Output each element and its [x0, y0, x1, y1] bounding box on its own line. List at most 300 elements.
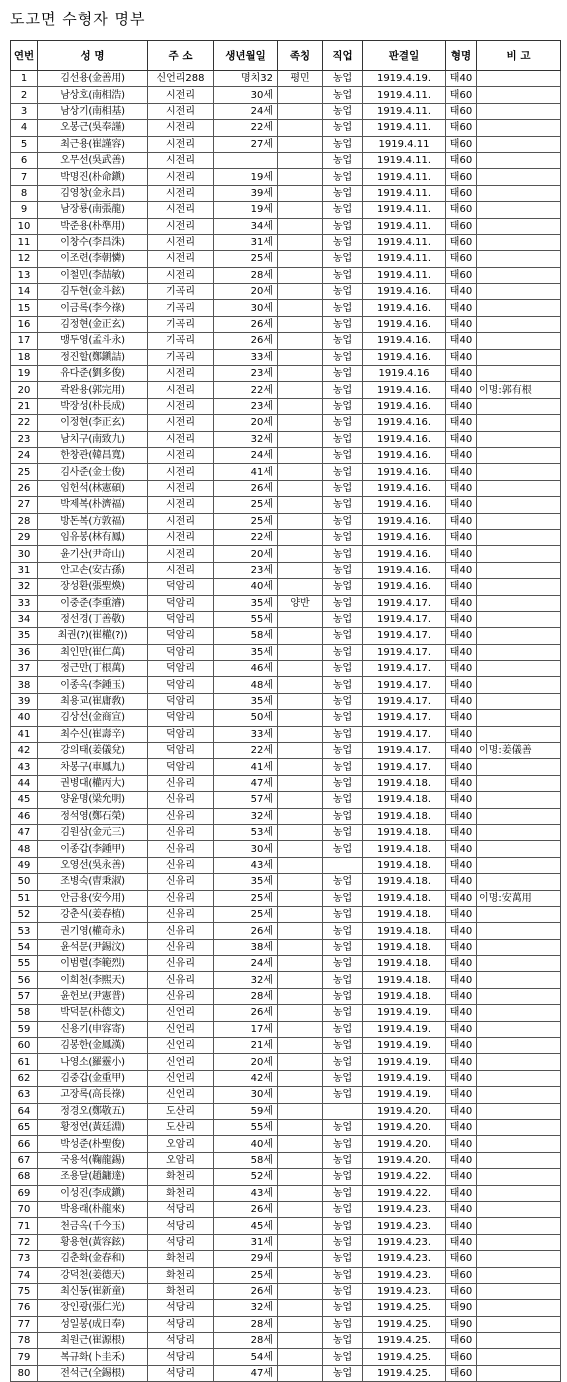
- cell-remarks: [477, 1267, 561, 1283]
- cell-occupation: 농업: [323, 251, 363, 267]
- table-row: [11, 759, 561, 775]
- cell-address: 기곡리: [148, 284, 214, 300]
- cell-remarks: [477, 1333, 561, 1349]
- cell-sentence-date: 1919.4.16.: [363, 333, 446, 349]
- cell-remarks: [477, 644, 561, 660]
- cell-address: 시전리: [148, 234, 214, 250]
- cell-sentence-date: 1919.4.11.: [363, 87, 446, 103]
- cell-address: 신유리: [148, 956, 214, 972]
- cell-sentence: 태60: [446, 1283, 477, 1299]
- cell-number: 78: [11, 1333, 38, 1349]
- cell-social-class: [278, 1365, 323, 1381]
- table-row: [11, 120, 561, 136]
- cell-birthdate: 19세: [214, 169, 278, 185]
- cell-name: 신용기(申容寄): [38, 1021, 148, 1037]
- cell-sentence-date: 1919.4.19.: [363, 1070, 446, 1086]
- cell-remarks: [477, 136, 561, 152]
- cell-number: 74: [11, 1267, 38, 1283]
- cell-social-class: [278, 972, 323, 988]
- cell-birthdate: 24세: [214, 103, 278, 119]
- cell-sentence-date: 1919.4.18.: [363, 972, 446, 988]
- cell-remarks: [477, 759, 561, 775]
- cell-address: 덕암리: [148, 710, 214, 726]
- cell-remarks: [477, 464, 561, 480]
- cell-occupation: 농업: [323, 431, 363, 447]
- cell-occupation: 농업: [323, 185, 363, 201]
- cell-social-class: [278, 120, 323, 136]
- cell-occupation: 농업: [323, 1349, 363, 1365]
- cell-remarks: [477, 726, 561, 742]
- cell-remarks: [477, 103, 561, 119]
- cell-sentence: 태60: [446, 202, 477, 218]
- cell-occupation: 농업: [323, 447, 363, 463]
- cell-occupation: 농업: [323, 366, 363, 382]
- cell-sentence-date: 1919.4.25.: [363, 1365, 446, 1381]
- cell-birthdate: 30세: [214, 841, 278, 857]
- cell-social-class: [278, 661, 323, 677]
- table-row: [11, 988, 561, 1004]
- cell-occupation: 농업: [323, 759, 363, 775]
- cell-birthdate: 58세: [214, 628, 278, 644]
- cell-sentence: 태60: [446, 1333, 477, 1349]
- cell-name: 조용달(趙鏞達): [38, 1169, 148, 1185]
- cell-name: 곽완용(郭完用): [38, 382, 148, 398]
- cell-name: 천금옥(千今玉): [38, 1218, 148, 1234]
- cell-sentence-date: 1919.4.22.: [363, 1185, 446, 1201]
- table-row: [11, 169, 561, 185]
- cell-social-class: [278, 611, 323, 627]
- cell-occupation: [323, 1103, 363, 1119]
- cell-number: 19: [11, 366, 38, 382]
- cell-birthdate: 30세: [214, 300, 278, 316]
- cell-remarks: [477, 874, 561, 890]
- cell-remarks: [477, 1283, 561, 1299]
- cell-number: 45: [11, 792, 38, 808]
- cell-social-class: [278, 923, 323, 939]
- cell-sentence: 태40: [446, 513, 477, 529]
- cell-social-class: [278, 1267, 323, 1283]
- cell-name: 정경오(鄭敬五): [38, 1103, 148, 1119]
- table-row: [11, 693, 561, 709]
- cell-remarks: 이명:姜儀善: [477, 743, 561, 759]
- table-row: [11, 824, 561, 840]
- cell-sentence: 태40: [446, 775, 477, 791]
- cell-number: 13: [11, 267, 38, 283]
- cell-occupation: 농업: [323, 726, 363, 742]
- cell-sentence: 태40: [446, 1234, 477, 1250]
- cell-number: 80: [11, 1365, 38, 1381]
- cell-birthdate: 23세: [214, 366, 278, 382]
- table-row: [11, 497, 561, 513]
- cell-birthdate: 22세: [214, 382, 278, 398]
- cell-name: 국용석(鞠龍錫): [38, 1152, 148, 1168]
- cell-birthdate: 30세: [214, 87, 278, 103]
- cell-number: 62: [11, 1070, 38, 1086]
- cell-birthdate: 27세: [214, 136, 278, 152]
- cell-social-class: [278, 628, 323, 644]
- cell-sentence: 태40: [446, 743, 477, 759]
- cell-sentence: 태60: [446, 152, 477, 168]
- table-row: [11, 1333, 561, 1349]
- cell-occupation: 농업: [323, 693, 363, 709]
- cell-remarks: [477, 988, 561, 1004]
- cell-sentence: 태40: [446, 366, 477, 382]
- cell-address: 신유리: [148, 808, 214, 824]
- cell-name: 이종갑(李鍾甲): [38, 841, 148, 857]
- cell-sentence-date: 1919.4.18.: [363, 890, 446, 906]
- cell-remarks: [477, 234, 561, 250]
- cell-occupation: 농업: [323, 300, 363, 316]
- cell-remarks: [477, 677, 561, 693]
- cell-occupation: 농업: [323, 1333, 363, 1349]
- cell-sentence: 태60: [446, 169, 477, 185]
- table-row: [11, 366, 561, 382]
- cell-name: 이금록(李今祿): [38, 300, 148, 316]
- cell-birthdate: 26세: [214, 316, 278, 332]
- cell-remarks: [477, 1136, 561, 1152]
- cell-birthdate: 57세: [214, 792, 278, 808]
- table-row: [11, 398, 561, 414]
- table-row: [11, 1218, 561, 1234]
- table-row: [11, 1185, 561, 1201]
- cell-sentence-date: 1919.4.18.: [363, 792, 446, 808]
- table-row: [11, 333, 561, 349]
- cell-birthdate: 25세: [214, 251, 278, 267]
- table-row: [11, 513, 561, 529]
- cell-social-class: [278, 1201, 323, 1217]
- cell-number: 76: [11, 1300, 38, 1316]
- cell-occupation: 농업: [323, 628, 363, 644]
- cell-number: 15: [11, 300, 38, 316]
- cell-social-class: [278, 857, 323, 873]
- cell-occupation: 농업: [323, 382, 363, 398]
- cell-number: 71: [11, 1218, 38, 1234]
- cell-sentence-date: 1919.4.16.: [363, 497, 446, 513]
- cell-sentence: 태40: [446, 300, 477, 316]
- cell-sentence: 태40: [446, 349, 477, 365]
- table-row: [11, 1349, 561, 1365]
- cell-sentence-date: 1919.4.18.: [363, 923, 446, 939]
- cell-name: 이희천(李熙天): [38, 972, 148, 988]
- cell-sentence-date: 1919.4.11.: [363, 120, 446, 136]
- table-row: [11, 382, 561, 398]
- cell-sentence-date: 1919.4.16.: [363, 300, 446, 316]
- cell-social-class: [278, 890, 323, 906]
- cell-name: 강춘식(姜春植): [38, 906, 148, 922]
- cell-address: 시전리: [148, 447, 214, 463]
- cell-remarks: [477, 1070, 561, 1086]
- table-row: [11, 1234, 561, 1250]
- cell-birthdate: 20세: [214, 546, 278, 562]
- cell-number: 49: [11, 857, 38, 873]
- cell-number: 18: [11, 349, 38, 365]
- cell-number: 52: [11, 906, 38, 922]
- cell-address: 덕암리: [148, 726, 214, 742]
- cell-name: 박용래(朴龍來): [38, 1201, 148, 1217]
- table-row: [11, 808, 561, 824]
- cell-address: 오암리: [148, 1136, 214, 1152]
- cell-address: 시전리: [148, 497, 214, 513]
- cell-remarks: [477, 398, 561, 414]
- cell-social-class: [278, 1300, 323, 1316]
- cell-sentence-date: 1919.4.17.: [363, 595, 446, 611]
- cell-social-class: [278, 988, 323, 1004]
- cell-sentence: 태40: [446, 644, 477, 660]
- cell-remarks: [477, 529, 561, 545]
- cell-name: 나영소(羅靈小): [38, 1054, 148, 1070]
- table-row: [11, 480, 561, 496]
- cell-occupation: 농업: [323, 775, 363, 791]
- cell-sentence: 태40: [446, 956, 477, 972]
- cell-number: 7: [11, 169, 38, 185]
- cell-birthdate: 52세: [214, 1169, 278, 1185]
- cell-sentence: 태40: [446, 824, 477, 840]
- cell-birthdate: 39세: [214, 185, 278, 201]
- cell-address: 석당리: [148, 1365, 214, 1381]
- cell-name: 이성진(李成鎭): [38, 1185, 148, 1201]
- cell-name: 오무선(吳武善): [38, 152, 148, 168]
- cell-social-class: [278, 775, 323, 791]
- cell-name: 오봉근(吳奉謹): [38, 120, 148, 136]
- cell-address: 시전리: [148, 398, 214, 414]
- cell-address: 신유리: [148, 906, 214, 922]
- cell-remarks: [477, 595, 561, 611]
- cell-name: 남장룡(南張龍): [38, 202, 148, 218]
- cell-remarks: [477, 333, 561, 349]
- cell-number: 12: [11, 251, 38, 267]
- cell-social-class: [278, 366, 323, 382]
- table-row: [11, 710, 561, 726]
- cell-birthdate: 25세: [214, 1267, 278, 1283]
- header-sentence-date: 판결일: [363, 41, 446, 71]
- cell-occupation: 농업: [323, 284, 363, 300]
- cell-number: 37: [11, 661, 38, 677]
- cell-sentence: 태40: [446, 284, 477, 300]
- header-birthdate: 생년월일: [214, 41, 278, 71]
- table-row: [11, 1201, 561, 1217]
- cell-address: 신언리: [148, 1021, 214, 1037]
- cell-address: 신유리: [148, 972, 214, 988]
- cell-occupation: 농업: [323, 579, 363, 595]
- table-row: [11, 956, 561, 972]
- cell-remarks: [477, 824, 561, 840]
- cell-social-class: [278, 956, 323, 972]
- table-row: [11, 874, 561, 890]
- cell-address: 화천리: [148, 1251, 214, 1267]
- cell-remarks: [477, 1169, 561, 1185]
- cell-number: 33: [11, 595, 38, 611]
- table-row: [11, 1070, 561, 1086]
- table-row: [11, 202, 561, 218]
- cell-occupation: 농업: [323, 152, 363, 168]
- cell-address: 신유리: [148, 775, 214, 791]
- cell-social-class: [278, 1021, 323, 1037]
- cell-birthdate: 25세: [214, 513, 278, 529]
- cell-number: 34: [11, 611, 38, 627]
- cell-birthdate: 28세: [214, 267, 278, 283]
- cell-sentence-date: 1919.4.20.: [363, 1152, 446, 1168]
- cell-number: 77: [11, 1316, 38, 1332]
- cell-social-class: [278, 562, 323, 578]
- cell-remarks: [477, 120, 561, 136]
- cell-remarks: [477, 480, 561, 496]
- cell-occupation: 농업: [323, 234, 363, 250]
- cell-sentence: 태60: [446, 103, 477, 119]
- cell-address: 덕암리: [148, 579, 214, 595]
- cell-social-class: [278, 284, 323, 300]
- cell-sentence-date: 1919.4.17.: [363, 743, 446, 759]
- table-row: [11, 1152, 561, 1168]
- cell-name: 정선경(丁善敬): [38, 611, 148, 627]
- cell-remarks: 이명:安萬用: [477, 890, 561, 906]
- table-row: [11, 185, 561, 201]
- cell-name: 김선용(金善用): [38, 71, 148, 87]
- cell-number: 6: [11, 152, 38, 168]
- cell-occupation: 농업: [323, 398, 363, 414]
- cell-number: 14: [11, 284, 38, 300]
- table-row: [11, 1136, 561, 1152]
- cell-occupation: 농업: [323, 529, 363, 545]
- cell-birthdate: 41세: [214, 759, 278, 775]
- cell-sentence-date: 1919.4.11.: [363, 103, 446, 119]
- cell-social-class: [278, 1087, 323, 1103]
- cell-remarks: [477, 284, 561, 300]
- cell-remarks: [477, 1103, 561, 1119]
- cell-address: 기곡리: [148, 316, 214, 332]
- cell-address: 시전리: [148, 366, 214, 382]
- cell-name: 이조련(李朝憐): [38, 251, 148, 267]
- cell-sentence-date: 1919.4.17.: [363, 759, 446, 775]
- cell-name: 박성준(朴聖俊): [38, 1136, 148, 1152]
- cell-name: 장성환(張聖煥): [38, 579, 148, 595]
- table-row: [11, 1251, 561, 1267]
- cell-birthdate: 55세: [214, 611, 278, 627]
- cell-name: 최수신(崔壽辛): [38, 726, 148, 742]
- cell-name: 김정현(金正玄): [38, 316, 148, 332]
- cell-address: 신언리: [148, 1087, 214, 1103]
- cell-social-class: [278, 218, 323, 234]
- cell-social-class: [278, 1349, 323, 1365]
- cell-occupation: 농업: [323, 743, 363, 759]
- cell-number: 10: [11, 218, 38, 234]
- cell-name: 정근만(丁根萬): [38, 661, 148, 677]
- cell-number: 40: [11, 710, 38, 726]
- cell-sentence: 태40: [446, 595, 477, 611]
- cell-remarks: [477, 251, 561, 267]
- header-social-class: 족칭: [278, 41, 323, 71]
- cell-occupation: 농업: [323, 120, 363, 136]
- cell-remarks: [477, 202, 561, 218]
- table-row: [11, 661, 561, 677]
- cell-social-class: [278, 316, 323, 332]
- header-number: 연번: [11, 41, 38, 71]
- cell-occupation: 농업: [323, 218, 363, 234]
- table-row: [11, 1005, 561, 1021]
- cell-address: 석당리: [148, 1234, 214, 1250]
- cell-address: 시전리: [148, 415, 214, 431]
- cell-occupation: 농업: [323, 988, 363, 1004]
- header-occupation: 직업: [323, 41, 363, 71]
- cell-address: 시전리: [148, 136, 214, 152]
- cell-address: 오암리: [148, 1152, 214, 1168]
- header-row: [11, 41, 561, 71]
- cell-birthdate: 43세: [214, 1185, 278, 1201]
- cell-sentence: 태60: [446, 234, 477, 250]
- cell-occupation: 농업: [323, 677, 363, 693]
- cell-birthdate: 31세: [214, 1234, 278, 1250]
- cell-occupation: 농업: [323, 1021, 363, 1037]
- cell-number: 30: [11, 546, 38, 562]
- cell-social-class: [278, 1136, 323, 1152]
- table-row: [11, 628, 561, 644]
- cell-occupation: 농업: [323, 1120, 363, 1136]
- cell-birthdate: 20세: [214, 284, 278, 300]
- cell-sentence: 태40: [446, 447, 477, 463]
- cell-remarks: [477, 808, 561, 824]
- cell-number: 16: [11, 316, 38, 332]
- cell-social-class: [278, 1333, 323, 1349]
- cell-number: 3: [11, 103, 38, 119]
- cell-social-class: [278, 710, 323, 726]
- cell-remarks: [477, 497, 561, 513]
- cell-birthdate: 55세: [214, 1120, 278, 1136]
- cell-address: 신유리: [148, 923, 214, 939]
- cell-sentence: 태40: [446, 1070, 477, 1086]
- cell-sentence: 태40: [446, 972, 477, 988]
- cell-social-class: [278, 726, 323, 742]
- cell-birthdate: 50세: [214, 710, 278, 726]
- cell-remarks: [477, 792, 561, 808]
- cell-sentence-date: 1919.4.17.: [363, 677, 446, 693]
- cell-name: 복규화(卜圭禾): [38, 1349, 148, 1365]
- cell-birthdate: 26세: [214, 480, 278, 496]
- cell-remarks: [477, 1201, 561, 1217]
- cell-occupation: 농업: [323, 71, 363, 87]
- cell-birthdate: 45세: [214, 1218, 278, 1234]
- cell-sentence-date: 1919.4.16.: [363, 431, 446, 447]
- cell-sentence: 태60: [446, 136, 477, 152]
- cell-name: 최용교(崔庸敎): [38, 693, 148, 709]
- table-row: [11, 677, 561, 693]
- cell-sentence: 태60: [446, 1267, 477, 1283]
- cell-sentence-date: 1919.4.11.: [363, 267, 446, 283]
- cell-address: 신유리: [148, 841, 214, 857]
- cell-sentence: 태40: [446, 1087, 477, 1103]
- cell-address: 시전리: [148, 464, 214, 480]
- cell-sentence-date: 1919.4.17.: [363, 611, 446, 627]
- cell-sentence-date: 1919.4.17.: [363, 644, 446, 660]
- cell-name: 김상선(金商宣): [38, 710, 148, 726]
- cell-number: 64: [11, 1103, 38, 1119]
- cell-name: 방돈복(方敦福): [38, 513, 148, 529]
- cell-remarks: [477, 1234, 561, 1250]
- table-row: [11, 939, 561, 955]
- cell-number: 8: [11, 185, 38, 201]
- cell-name: 조병숙(曺秉淑): [38, 874, 148, 890]
- cell-sentence: 태40: [446, 710, 477, 726]
- cell-address: 신유리: [148, 939, 214, 955]
- cell-remarks: [477, 267, 561, 283]
- cell-sentence: 태40: [446, 841, 477, 857]
- cell-sentence-date: 1919.4.18.: [363, 824, 446, 840]
- cell-occupation: 농업: [323, 1038, 363, 1054]
- cell-name: 최근용(崔謹容): [38, 136, 148, 152]
- cell-birthdate: 25세: [214, 890, 278, 906]
- cell-birthdate: 19세: [214, 202, 278, 218]
- cell-remarks: 이명:郭有根: [477, 382, 561, 398]
- cell-sentence: 태40: [446, 398, 477, 414]
- table-row: [11, 1087, 561, 1103]
